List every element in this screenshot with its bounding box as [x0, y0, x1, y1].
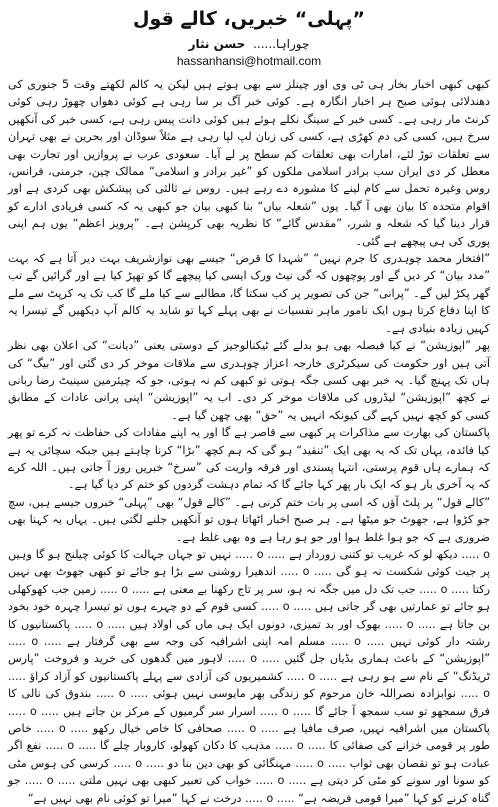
- column-headline: ”پہلی“ خبریں، کالے قول: [132, 8, 366, 30]
- paragraph: ”کالے قول“ پر پلٹ آؤں کہ اسی پر بات ختم کرنی ہے۔ ”کالے قول“ بھی ”پہلی“ خبروں جیسے ہیں، سچ جو کڑوا ہے، جھوٹ جو میٹھا ہے۔ ہر صبح اخبار اٹھاتا ہوں تو آنکھیں جلنے لگتی ہیں۔ یہاں یہ کہنا بھی ضروری ہے کہ جو ہوا غلط ہوا اور جو ہو رہا ہے وہ بھی غلط ہے۔: [8, 495, 490, 544]
- paragraph: پھر ”اپوزیشن“ نے کیا فیصلہ بھی ہو بدلے گئے ٹیکنالوجیز کے دوستی یعنی ”دیانت“ کی اعلان بھی نظر آتی ہیں اور حکومت کی سیکرٹری خارجہ اعزاز چوہدری سے ملاقات موخر کر دی گئی اور ”بیگ“ کی ہاں تک پہنچ گیا۔ یہ خبر بھی کسی جگہ ہوتی تو کبھی کم نہ ہوتی، جو کہ چیئرمین سینیٹ رضا ربانی نے کچھ ”اپوزیشن“ لیڈروں کی ملاقات موخر کر دی۔ اب یہ ”اپوزیشن“ اپنی پرانی عادات کے مطابق کسی کو کچھ نہیں کہے گی کیونکہ انہیں یہ ”حق“ بھی چھن گیا ہے۔: [8, 339, 490, 422]
- column-body: [8, 76, 491, 805]
- author-name: حسن نثار: [188, 37, 246, 51]
- paragraph: کبھی کبھی اخبار بخار ہی ٹی وی اور چینلز سے بھی ہوتے ہیں لیکن یہ کالم لکھتے وقت 5 جنوری کی دھندلائی ہوئی صبح ہر اخبار انگارہ ہے۔ کوئی خبر آگ بر سا رہی ہے کوئی دھواں چھوڑ رہی کوئی کرنٹ مار رہی ہے۔ کسی خبر کے سینگ نکلے ہوئے ہیں کوئی دانت پیس رہی ہے، کسی خبر کی آنکھیں سرخ ہیں، کسی کی دم کھڑی ہے، کسی کی زبان لپ لپا رہی ہے مثلاً سوڈان اور بحرین نے بھی تہران سے تعلقات توڑ لئے، امارات بھی تعلقات کم سطح پر لے آیا۔ سعودی عرب نے پروازیں اور تجارت بھی معطل کر دی ایران سب برادر اسلامی ملکوں کو ”غیر برادر و اسلامی“ ممالک چین، جرمنی، فرانس، روس وغیرہ تحمل سے کام لینے کا مشورہ دے رہے ہیں۔ روس نے ثالثی کی پیشکش بھی کردی ہے اور اقوام متحدہ کا بیان بھی آ گیا۔ یوں ”شعلہ بیاں“ بنا کبھی بیان جو کبھی یہ کہ کسی فریادی ادارے کو قرار دینا گیا کہ شعلہ و شرر، ”مقدس گائے“ کا نظریہ بھی کرپشن ہے۔ ”پرویز اعظم“ یوں ہم اپنی پوری کی ہی پیچھے ہے گئی۔: [8, 78, 491, 248]
- paragraph: ”افتخار محمد چوہدری کا جرم نہیں“ ”شہدا کا قرض“ جیسے بھی نوازشریف بہت دیر آتا ہے کہ بہت ”مدد بیان“ کر دیں گے اور پوچھوں کہ گی نیٹ ورک ایسی کیا پیچھے گا کو تھپڑ کیا ہے اور گرائیں گے تب گھر پکڑ لیں گے۔ ”پرانی“ جن کی تصویر پر کب سکتا گا، مطالبے سے کیا ملے گا کب تک یہ کرپٹ سے ملے کا اپنا دفاع کرتا ہوں ایک نامور ماہر نفسیات نے بھی پہلے کہا تو شاید یہ کالم آپ دیکھیں گے تیسرا یہ کہیں زیادہ بنیادی ہے۔: [8, 252, 490, 335]
- aphorism-list: o ..... دیکھ لو کہ غریب تو کتنی زوردار ہے ..... o ..... نہیں تو جہاں جہالت کا کوئی چیلنج ہو گا وہیں پر جیت کوئی شکست نہ ہو گی ..... o ..... اندھیرا روشنی سے بڑا ہو جائے تو کبھی جھوٹ بھی نہیں رکتا ..... o ..... جب تک دل میں جگہ نہ ہو، سر پر تاج رکھنا بے معنی ہے ..... o ..... زمین جب کھوکھلی ہو جائے تو عمارتیں بھی گر جاتی ہیں ..... o ..... کسی قوم کے دو چہرے ہوں تو تیسرا چہرہ خود بخود بن جاتا ہے ..... o ..... بھوک اور بد تمیزی، دونوں ایک ہی ماں کی اولاد ہیں ..... o ..... پاکستانیوں کا رشتہ دار کوئی نہیں ..... o ..... مسلم امہ اپنی اشرافیہ کی وجہ سے بھی گرفتار ہے ..... o ..... ”اپوزیشن“ کے باعث ہماری بڈیاں جل گئیں ..... o ..... لاہور میں گدھوں کی خرید و فروخت ”پارس ٹریڈنگ“ کے نام سے ہو رہی ہے ..... o ..... کشمیریوں کی آزادی سے پہلے پاکستانیوں کو آزاد کراؤ ..... o ..... نوابزادہ نصراللہ خان مرحوم کو زندگی بھر مایوسی نہیں ہوئی ..... o ..... بندوق کی نالی کا فرق سمجھو تو سب سمجھ آ جائے گا ..... o ..... اسرار سر گرمیوں کے مرکز بن جاتے ہیں ..... o ..... پاکستان میں اشرافیہ نہیں، صرف مافیا ہے ..... o ..... صحافی کا خاص خیال رکھو ..... o ..... خاص طور پر قومی خزانے کی صفائی کا ..... o ..... مذہب کا دکان کھولو، کاروبار چلے گا ..... o ..... نفع اگر عبادت ہو تو نقصان بھی ثواب ..... o ..... مہنگائی کو بھی دین بنا دو ..... o ..... کرسی کی ہوس مٹی کو سونا اور سونے کو مٹی کر دیتی ہے ..... o ..... خواب کی تعبیر کبھی بھی نہیں ملتی ..... o ..... جو گناہ کرنے کو کہا ”میرا قومی فریضہ ہے“ ..... o ..... درخت نے کہا ”میرا تو کوئی نام بھی نہیں ہے“: [8, 547, 491, 805]
- paragraph: پاکستان کی بھارت سے مذاکرات پر کبھی سے قاصر ہے گا اور یہ اپنے مفادات کی حفاظت نہ کرے تو پھر کیا فائدہ، یہاں تک کہ یہ بھی ایک ”تنقید“ ہو گی کہ ہم کچھ ”بڑا“ کرنا چاہتے ہیں جبکہ سچائی یہ ہے کہ ہمارے ہاں قوم پرستی، انتہا پسندی اور فرقہ واریت کی ”سرخ“ خبریں روز آ جاتی ہیں۔ اللہ کرے کہ یہ آخری بار ہو کہ ایک بار پھر کہا جائے گا کہ تمام دہشت گردوں کو ختم کر دیا گیا ہے۔: [8, 426, 490, 492]
- author-email[interactable]: hassanhansi@hotmail.com: [176, 54, 322, 68]
- byline-spacer: [245, 37, 253, 51]
- column-prefix: چوراہا......: [253, 37, 310, 51]
- byline: [8, 36, 490, 54]
